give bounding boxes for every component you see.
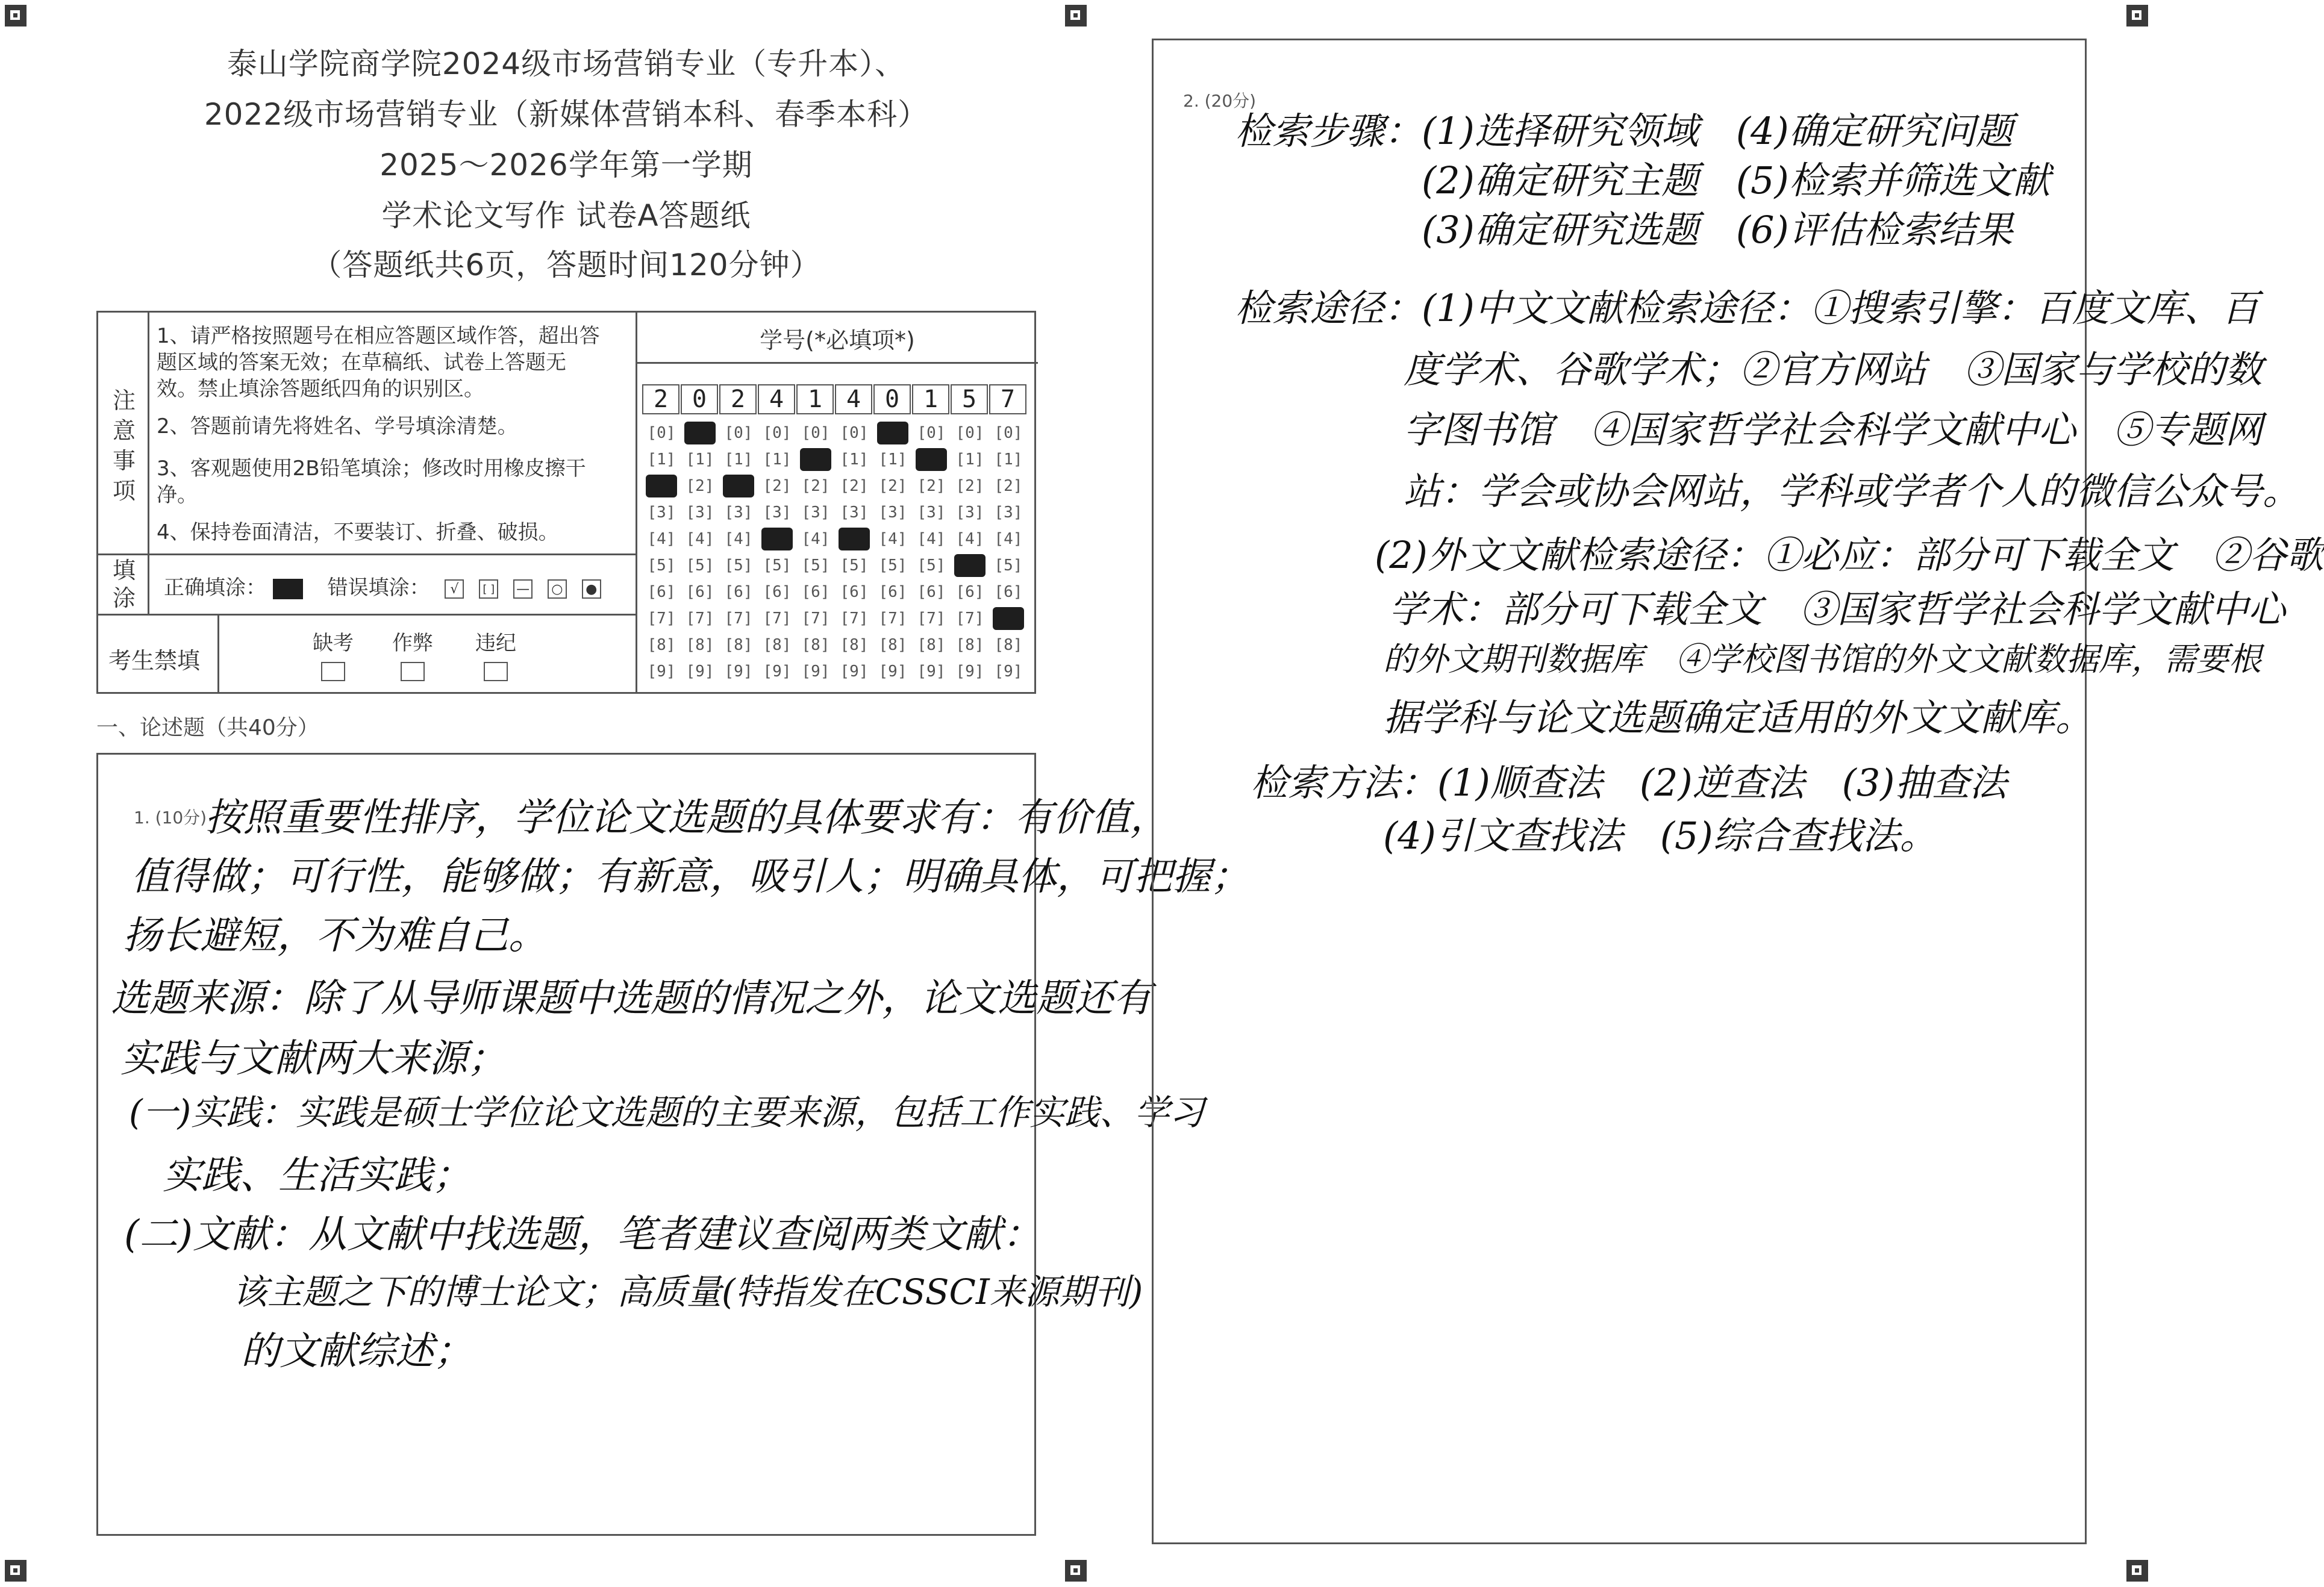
student-id-title: 学号(*必填项*) [760,327,915,354]
bubble[interactable]: [3] [686,504,714,522]
notice-item-4: 4、保持卷面清洁，不要装订、折叠、破损。 [157,520,559,544]
bubble-filled[interactable] [839,528,870,550]
bubble[interactable]: [5] [994,557,1023,575]
bubble[interactable]: [8] [994,636,1023,654]
header-line-3: 2025～2026学年第一学期 [380,148,753,182]
forbidden-label: 考生禁填 [108,647,201,674]
bubble-filled[interactable] [916,448,947,471]
bubble[interactable]: [3] [724,504,753,522]
bubble[interactable]: [5] [801,557,830,575]
bubble[interactable]: [5] [917,557,946,575]
bubble[interactable]: [0] [994,424,1023,442]
bubble[interactable]: [0] [724,424,753,442]
bubble[interactable]: [8] [955,636,984,654]
bubble[interactable]: [2] [955,477,984,495]
forbidden-cheat-box[interactable] [401,662,425,681]
bubble[interactable]: [9] [878,663,907,681]
bubble[interactable]: [8] [763,636,792,654]
bubble[interactable]: [8] [724,636,753,654]
fill-label: 填涂 [112,557,136,611]
bubble[interactable]: [7] [840,610,869,628]
wrong-mark-circle: ○ [548,579,567,599]
registration-mark-bottom-center [1065,1560,1087,1582]
registration-mark-bottom-right [2126,1560,2148,1582]
bubble[interactable]: [1] [647,451,676,469]
bubble[interactable]: [1] [686,451,714,469]
bubble[interactable]: [6] [840,583,869,601]
bubble-filled[interactable] [993,607,1024,630]
q1-line-6: (一)实践：实践是硕士学位论文选题的主要来源，包括工作实践、学习 [129,1092,1205,1133]
bubble[interactable]: [2] [994,477,1023,495]
bubble[interactable]: [0] [647,424,676,442]
bubble[interactable]: [8] [801,636,830,654]
q2-line-11: 据学科与论文选题确定适用的外文文献库。 [1383,696,2093,740]
q1-line-8: (二)文献：从文献中找选题，笔者建议查阅两类文献： [124,1212,1041,1257]
bubble[interactable]: [3] [955,504,984,522]
forbidden-absent-box[interactable] [321,662,345,681]
bubble[interactable]: [4] [686,530,714,548]
forbidden-cheat [386,626,440,681]
bubble[interactable]: [0] [955,424,984,442]
bubble[interactable]: [1] [994,451,1023,469]
header-line-2: 2022级市场营销专业（新媒体营销本科、春季本科） [204,97,929,132]
bubble[interactable]: [3] [994,504,1023,522]
student-id-digit: 0 [681,384,718,414]
student-id-digit: 2 [642,384,679,414]
bubble[interactable]: [9] [801,663,830,681]
bubble[interactable]: [7] [801,610,830,628]
q2-label: 2. (20分) [1183,91,1257,111]
bubble-filled[interactable] [877,422,908,444]
bubble[interactable]: [7] [955,610,984,628]
bubble[interactable]: [4] [878,530,907,548]
forbidden-violation [469,626,523,681]
student-id-digit: 5 [951,384,988,414]
bubble[interactable]: [8] [878,636,907,654]
bubble[interactable]: [7] [763,610,792,628]
bubble[interactable]: [0] [840,424,869,442]
q2-line-4: 检索途径：(1)中文文献检索途径：①搜索引擎：百度文库、百 [1235,286,2259,330]
bubble[interactable]: [7] [878,610,907,628]
q1-line-10: 的文献综述； [241,1329,472,1374]
q1-label: 1. (10分) [134,808,207,828]
fill-correct-row [164,571,601,600]
bubble-filled[interactable] [761,528,793,550]
wrong-mark-bracket: [ ] [479,579,498,599]
bubble[interactable]: [2] [763,477,792,495]
q1-line-4: 选题来源：除了从导师课题中选题的情况之外，论文选题还有 [111,976,1152,1021]
registration-mark-top-left [5,5,27,27]
bubble[interactable]: [9] [917,663,946,681]
section-title: 一、论述题（共40分） [96,716,319,740]
bubble[interactable]: [3] [878,504,907,522]
q2-line-1: 检索步骤：(1)选择研究领域 (4)确定研究问题 [1235,109,2013,153]
bubble[interactable]: [6] [955,583,984,601]
forbidden-cheat-label: 作弊 [392,631,433,655]
student-id-digit: 1 [912,384,949,414]
bubble[interactable]: [0] [801,424,830,442]
header-line-4: 学术论文写作 试卷A答题纸 [381,198,751,233]
bubble[interactable]: [9] [763,663,792,681]
student-id-digit: 1 [796,384,834,414]
wrong-mark-dot: ● [582,579,601,599]
bubble[interactable]: [4] [801,530,830,548]
q2-line-6: 字图书馆 ④国家哲学社会科学文献中心 ⑤专题网 [1404,408,2263,452]
notice-item-3: 3、客观题使用2B铅笔填涂；修改时用橡皮擦干净。 [157,457,586,507]
bubble[interactable]: [6] [878,583,907,601]
q2-line-2: (2)确定研究主题 (5)检索并筛选文献 [1422,158,2051,202]
q1-line-7: 实践、生活实践； [163,1153,471,1198]
q2-line-12: 检索方法：(1)顺查法 (2)逆查法 (3)抽查法 [1251,761,2007,805]
fill-wrong-label: 错误填涂： [327,576,430,600]
forbidden-absent-label: 缺考 [313,631,354,655]
registration-mark-top-center [1065,5,1087,27]
bubble[interactable]: [3] [647,504,676,522]
bubble[interactable]: [9] [994,663,1023,681]
bubble[interactable]: [8] [686,636,714,654]
q1-line-2: 值得做；可行性，能够做；有新意，吸引人；明确具体，可把握； [131,855,1249,899]
q1-line-5: 实践与文献两大来源； [120,1037,506,1081]
bubble[interactable]: [0] [917,424,946,442]
bubble-filled[interactable] [723,475,754,497]
student-id-digit: 2 [719,384,757,414]
q2-line-8: (2)外文文献检索途径：①必应：部分可下载全文 ②谷歌 [1375,533,2324,577]
bubble[interactable]: [5] [686,557,714,575]
correct-fill-sample [273,579,303,599]
bubble[interactable]: [6] [763,583,792,601]
bubble[interactable]: [5] [724,557,753,575]
bubble[interactable]: [2] [878,477,907,495]
bubble[interactable]: [4] [647,530,676,548]
bubble[interactable]: [6] [647,583,676,601]
bubble[interactable]: [8] [840,636,869,654]
bubble-filled[interactable] [646,475,677,497]
fill-correct-label: 正确填涂： [164,576,266,600]
bubble[interactable]: [4] [724,530,753,548]
registration-mark-bottom-left [5,1560,27,1582]
bubble[interactable]: [9] [840,663,869,681]
bubble[interactable]: [4] [994,530,1023,548]
q2-line-10: 的外文期刊数据库 ④学校图书馆的外文文献数据库，需要根 [1383,640,2261,678]
forbidden-absent [306,626,360,681]
bubble[interactable]: [2] [917,477,946,495]
bubble[interactable]: [1] [763,451,792,469]
bubble[interactable]: [5] [840,557,869,575]
bubble[interactable]: [5] [647,557,676,575]
q2-line-3: (3)确定研究选题 (6)评估检索结果 [1422,208,2013,252]
bubble[interactable]: [1] [840,451,869,469]
bubble[interactable]: [2] [801,477,830,495]
wrong-mark-dash: — [513,579,533,599]
bubble[interactable]: [9] [686,663,714,681]
bubble[interactable]: [7] [917,610,946,628]
bubble[interactable]: [1] [724,451,753,469]
bubble[interactable]: [6] [994,583,1023,601]
bubble[interactable]: [3] [917,504,946,522]
student-id-digit: 7 [989,384,1026,414]
bubble[interactable]: [8] [917,636,946,654]
bubble[interactable]: [1] [955,451,984,469]
bubble[interactable]: [1] [878,451,907,469]
notice-item-1: 1、请严格按照题号在相应答题区域作答，超出答题区域的答案无效；在草稿纸、试卷上答题无效。禁止填涂答题纸四角的识别区。 [157,324,600,401]
student-id-digit: 4 [835,384,872,414]
bubble[interactable]: [5] [878,557,907,575]
bubble[interactable]: [6] [917,583,946,601]
notice-item-2: 2、答题前请先将姓名、学号填涂清楚。 [157,414,518,438]
bubble[interactable]: [9] [724,663,753,681]
bubble[interactable]: [0] [763,424,792,442]
bubble[interactable]: [6] [724,583,753,601]
q2-line-5: 度学术、谷歌学术；②官方网站 ③国家与学校的数 [1404,348,2263,391]
forbidden-violation-box[interactable] [484,662,508,681]
header-line-1: 泰山学院商学院2024级市场营销专业（专升本）、 [226,46,906,81]
bubble[interactable]: [2] [686,477,714,495]
bubble[interactable]: [7] [724,610,753,628]
q2-line-13: (4)引文查找法 (5)综合查找法。 [1383,814,1937,858]
q2-line-9: 学术：部分可下载全文 ③国家哲学社会科学文献中心 [1389,587,2286,631]
header-line-5: （答题纸共6页，答题时间120分钟） [311,248,821,282]
bubble[interactable]: [6] [686,583,714,601]
q1-line-9: 该主题之下的博士论文；高质量(特指发在CSSCI来源期刊) [233,1271,1143,1312]
bubble[interactable]: [7] [686,610,714,628]
bubble[interactable]: [4] [917,530,946,548]
bubble[interactable]: [3] [840,504,869,522]
forbidden-violation-label: 违纪 [475,631,516,655]
bubble[interactable]: [8] [647,636,676,654]
bubble[interactable]: [5] [763,557,792,575]
bubble[interactable]: [3] [801,504,830,522]
wrong-mark-check: √ [445,579,464,599]
bubble[interactable]: [2] [840,477,869,495]
q1-line-3: 扬长避短，不为难自己。 [123,914,547,958]
student-id-digit: 4 [758,384,795,414]
registration-mark-top-right [2126,5,2148,27]
bubble[interactable]: [6] [801,583,830,601]
bubble[interactable]: [9] [955,663,984,681]
bubble[interactable]: [4] [955,530,984,548]
bubble-filled[interactable] [800,448,831,471]
bubble[interactable]: [9] [647,663,676,681]
bubble-filled[interactable] [954,554,986,577]
q2-line-7: 站：学会或协会网站，学科或学者个人的微信公众号。 [1404,469,2301,513]
bubble-filled[interactable] [684,422,716,444]
q1-line-1: 按照重要性排序，学位论文选题的具体要求有：有价值， [205,796,1169,840]
bubble[interactable]: [7] [647,610,676,628]
notice-label: 注意事项 [112,387,136,504]
student-id-digit: 0 [873,384,911,414]
bubble[interactable]: [3] [763,504,792,522]
